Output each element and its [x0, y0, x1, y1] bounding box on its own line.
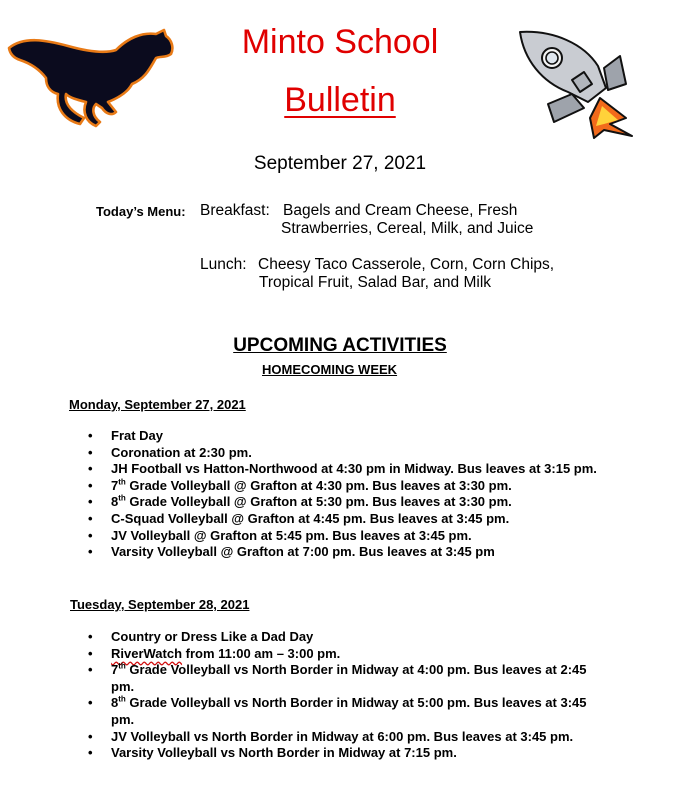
lunch-line-1: Cheesy Taco Casserole, Corn, Corn Chips, [258, 256, 555, 273]
breakfast-line-2: Strawberries, Cereal, Milk, and Juice [281, 220, 534, 237]
upcoming-activities-heading: UPCOMING ACTIVITIES [233, 335, 447, 356]
bulletin-title-school: Minto School [241, 23, 439, 61]
tuesday-activities-list [85, 629, 605, 762]
list-item: • 8th Grade Volleyball vs North Border in Midway at 5:00 pm. Bus leaves at 3:45 pm. [85, 695, 605, 728]
menu-label: Today’s Menu: [96, 204, 186, 219]
list-item: • Varsity Volleyball vs North Border in Midway at 7:15 pm. [85, 745, 605, 762]
lunch-label: Lunch: [200, 256, 247, 273]
list-item: • JH Football vs Hatton-Northwood at 4:30 pm in Midway. Bus leaves at 3:15 pm. [85, 461, 605, 478]
breakfast-label: Breakfast: [200, 202, 270, 219]
list-item: • JV Volleyball vs North Border in Midway at 6:00 pm. Bus leaves at 3:45 pm. [85, 729, 605, 746]
list-item: • Coronation at 2:30 pm. [85, 445, 605, 462]
breakfast-line-1: Bagels and Cream Cheese, Fresh [283, 202, 518, 219]
list-item: • C-Squad Volleyball @ Grafton at 4:45 pm. Bus leaves at 3:45 pm. [85, 511, 605, 528]
bulletin-title [0, 80, 680, 120]
list-item: • Frat Day [85, 428, 605, 445]
homecoming-week-heading: HOMECOMING WEEK [262, 362, 398, 377]
bulletin-title-text: Bulletin [284, 81, 396, 119]
monday-activities-list [85, 428, 605, 561]
list-item: • Varsity Volleyball @ Grafton at 7:00 pm. Bus leaves at 3:45 pm [85, 544, 605, 561]
list-item: • JV Volleyball @ Grafton at 5:45 pm. Bus leaves at 3:45 pm. [85, 528, 605, 545]
spellcheck-word: RiverWatch [111, 645, 183, 661]
list-item: • 7th Grade Volleyball @ Grafton at 4:30 pm. Bus leaves at 3:30 pm. [85, 478, 605, 495]
list-item: • 7th Grade Volleyball vs North Border in Midway at 4:00 pm. Bus leaves at 2:45 pm. [85, 662, 605, 695]
tuesday-heading: Tuesday, September 28, 2021 [70, 597, 250, 612]
list-item: • RiverWatch from 11:00 am – 3:00 pm. [85, 646, 605, 663]
list-item: • Country or Dress Like a Dad Day [85, 629, 605, 646]
monday-heading: Monday, September 27, 2021 [69, 397, 246, 412]
list-item: • 8th Grade Volleyball @ Grafton at 5:30 pm. Bus leaves at 3:30 pm. [85, 494, 605, 511]
lunch-line-2: Tropical Fruit, Salad Bar, and Milk [259, 274, 492, 291]
bulletin-date: September 27, 2021 [253, 153, 427, 174]
